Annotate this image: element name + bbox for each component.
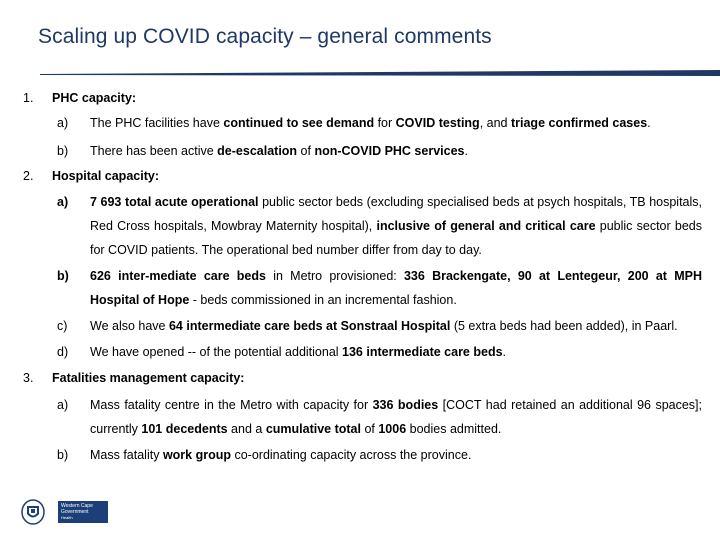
list-item: 626 inter-mediate care beds in Metro provisioned: 336 Brackengate, 90 at Lentegeur, 200 at MPH Hospital of Hope - beds commissioned in an incremental fashion. [90, 269, 702, 307]
list-item: We have opened -- of the potential additional 136 intermediate care beds. [90, 345, 507, 359]
list-item: The PHC facilities have continued to see demand for COVID testing, and triage confirmed cases. [90, 116, 651, 130]
western-cape-government-logo [16, 498, 112, 526]
logo-wordmark: Western Cape Government Health [58, 501, 108, 523]
section-heading: Hospital capacity: [52, 169, 159, 183]
coat-of-arms-icon [20, 498, 46, 526]
list-item: There has been active de-escalation of non-COVID PHC services. [90, 144, 468, 158]
item-label: b) [57, 144, 69, 158]
section-number: 3. [23, 371, 34, 385]
section-number: 1. [23, 91, 34, 105]
item-label: c) [57, 319, 68, 333]
title-underline [40, 70, 720, 76]
list-item: Mass fatality centre in the Metro with capacity for 336 bodies [COCT had retained an additional 96 spaces]; currently 101 decedents and a cumulative total of 1006 bodies admitted. [90, 398, 703, 436]
item-label: b) [57, 269, 69, 283]
section-number: 2. [23, 169, 34, 183]
item-label: b) [57, 448, 69, 462]
list-item: 7 693 total acute operational public sector beds (excluding specialised beds at psych hospitals, TB hospitals, Red Cross hospitals, Mowbray Maternity hospital), inclusive of general and critical care public sector beds for COVID patients. The operational bed number differ from day to day. [90, 195, 702, 257]
list-item: Mass fatality work group co-ordinating capacity across the province. [90, 448, 472, 462]
item-label: d) [57, 345, 69, 359]
item-label: a) [57, 195, 69, 209]
section-heading: PHC capacity: [52, 91, 137, 105]
item-label: a) [57, 398, 69, 412]
page-title: Scaling up COVID capacity – general comments [38, 25, 492, 48]
list-item: We also have 64 intermediate care beds at Sonstraal Hospital (5 extra beds had been added), in Paarl. [90, 319, 678, 333]
item-label: a) [57, 116, 69, 130]
section-heading: Fatalities management capacity: [52, 371, 245, 385]
